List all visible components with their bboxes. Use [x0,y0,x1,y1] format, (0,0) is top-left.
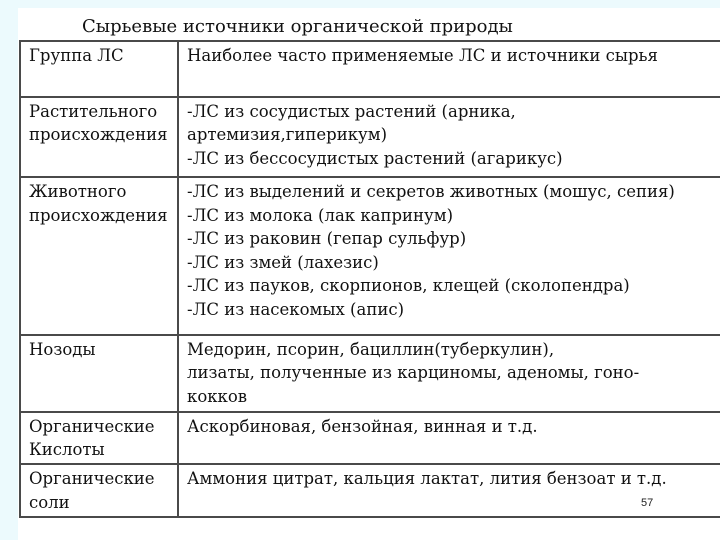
group-text: Растительного [29,101,158,121]
sources-cell [178,412,720,465]
group-text: происхождения [29,205,168,225]
group-text: Кислоты [29,440,105,460]
source-line: лизаты, полученные из карциномы, аденомы, гоно- [187,363,640,383]
source-line: Аскорбиновая, бензойная, винная и т.д. [187,416,538,436]
group-text: Нозоды [29,339,96,359]
group-text: Животного [29,182,127,202]
table-row-nosodes [20,335,720,412]
group-text: Органические [29,469,155,489]
group-cell [20,412,178,465]
header-group-cell: Группа ЛС [20,41,178,97]
group-cell [20,464,178,517]
page-number: 57 [641,497,654,509]
sources-cell [178,97,720,178]
source-line: -ЛС из бессосудистых растений (агарикус) [187,148,563,168]
source-line: -ЛС из выделений и секретов животных (мошус, сепия) [187,182,675,202]
group-cell [20,335,178,412]
group-cell [20,177,178,334]
group-cell [20,97,178,178]
source-line: -ЛС из сосудистых растений (арника, [187,101,516,121]
source-line: -ЛС из пауков, скорпионов, клещей (сколопендра) [187,276,630,296]
table-row-plant [20,97,720,178]
source-line: -ЛС из раковин (гепар сульфур) [187,229,467,249]
source-line: кокков [187,386,248,406]
sources-table [19,40,720,518]
source-line: Медорин, псорин, бациллин(туберкулин), [187,339,555,359]
header-sources-cell: Наиболее часто применяемые ЛС и источники сырья [178,41,720,97]
source-line: Аммония цитрат, кальция лактат, лития бензоат и т.д. [187,469,667,489]
sources-cell [178,177,720,334]
sources-cell [178,464,720,517]
table-row-organic-salts [20,464,720,517]
source-line: -ЛС из молока (лак капринум) [187,205,454,225]
sources-cell [178,335,720,412]
source-line: -ЛС из змей (лахезис) [187,252,379,272]
table-caption: Сырьевые источники органической природы [82,16,513,37]
group-text: Органические [29,416,155,436]
group-text: соли [29,492,70,512]
source-line: -ЛС из насекомых (апис) [187,299,405,319]
source-line: артемизия,гиперикум) [187,125,388,145]
table-row-organic-acids [20,412,720,465]
table-header-row [20,41,720,97]
group-text: происхождения [29,125,168,145]
table-row-animal [20,177,720,334]
